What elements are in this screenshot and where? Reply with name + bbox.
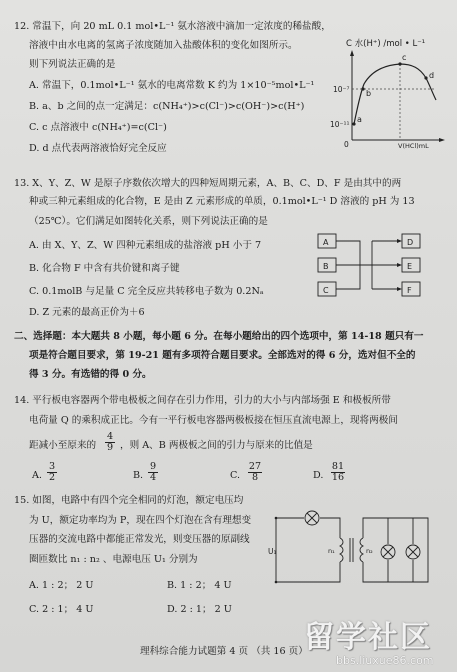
point-d: d xyxy=(429,71,435,80)
q12-option-c: C. c 点溶液中 c(NH₄⁺)=c(Cl⁻) xyxy=(29,122,167,133)
label-u1: U₁ xyxy=(268,547,277,556)
q14-option-d-frac xyxy=(330,462,346,483)
q12-line-2: 溶液中由水电离的氢离子浓度随加入盐酸体积的变化如图所示。 xyxy=(29,40,298,51)
watermark-url: bbs.liuxue86.com xyxy=(336,654,434,667)
q13-option-a: A. 由 X、Y、Z、W 四种元素组成的盐溶液 pH 小于 7 xyxy=(29,240,262,251)
box-b: B xyxy=(323,262,329,271)
section2-line-2: 项是符合题目要求，第 19-21 题有多项符合题目要求。全部选对的得 6 分，选对但不全的 xyxy=(29,350,416,361)
watermark-logo xyxy=(300,612,457,672)
page-footer: 理科综合能力试题第 4 页 （共 16 页） xyxy=(140,646,308,657)
label-n2: n₂ xyxy=(366,547,373,555)
q14-line-3a: 距减小至原来的 xyxy=(29,440,97,451)
q12-line-1: 12. 常温下，向 20 mL 0.1 mol•L⁻¹ 氨水溶液中滴加一定浓度的稀盐酸， xyxy=(14,21,331,32)
q15-circuit xyxy=(268,508,432,590)
q14-option-c-frac xyxy=(247,462,263,483)
point-a: a xyxy=(357,115,362,124)
q14-line-2: 电荷量 Q 的乘积成正比。今有一平行板电容器两极板接在恒压直流电源上，现将两极间 xyxy=(29,415,398,426)
q12-line-3: 则下列说法正确的是 xyxy=(29,59,116,70)
q14-line-3b: ，则 A、B 两极板之间的引力与原来的比值是 xyxy=(120,440,313,451)
q14-option-c-num: 27 xyxy=(248,461,262,472)
box-e: E xyxy=(407,262,413,271)
q13-line-3: （25℃）。它们满足如图转化关系，则下列说法正确的是 xyxy=(29,216,268,227)
q13-line-1: 13. X、Y、Z、W 是原子序数依次增大的四种短周期元素，A、B、C、D、F 是由其中的两 xyxy=(14,178,402,189)
q14-option-c-label: C. xyxy=(230,470,241,481)
q15-line-1: 15. 如图，电路中有四个完全相同的灯泡，额定电压均 xyxy=(14,495,244,506)
q14-option-d-den: 16 xyxy=(331,472,345,483)
q14-option-d-label: D. xyxy=(313,470,324,481)
graph-origin: 0 xyxy=(344,140,349,149)
point-c: c xyxy=(402,53,407,62)
box-c: C xyxy=(323,286,329,295)
q14-fraction xyxy=(104,432,116,453)
q12-option-a: A. 常温下，0.1mol•L⁻¹ 氨水的电离常数 K 约为 1×10⁻⁵mol•L⁻¹ xyxy=(29,80,315,91)
q14-line-1: 14. 平行板电容器两个带电极板之间存在引力作用，引力的大小与内部场强 E 和极板所带 xyxy=(14,395,391,406)
graph-tick-1e-11: 10⁻¹¹ xyxy=(330,120,350,129)
q14-fraction-den: 9 xyxy=(106,442,114,453)
q15-option-a: A. 1 : 2； 2 U xyxy=(29,580,94,591)
graph-y-label: C 水(H⁺) /mol • L⁻¹ xyxy=(346,39,426,49)
q13-option-c: C. 0.1molB 与足量 C 完全反应共转移电子数为 0.2Nₐ xyxy=(29,286,264,297)
q14-option-a-frac xyxy=(46,462,58,483)
graph-tick-1e-7: 10⁻⁷ xyxy=(333,85,350,94)
label-n1: n₁ xyxy=(328,547,335,555)
q14-option-b-frac xyxy=(147,462,159,483)
q14-option-d-num: 81 xyxy=(331,461,345,472)
q14-option-b-label: B. xyxy=(133,470,144,481)
q14-option-a-den: 2 xyxy=(48,472,56,483)
q14-fraction-num: 4 xyxy=(106,431,114,442)
q14-option-b-den: 4 xyxy=(149,472,157,483)
q13-option-d: D. Z 元素的最高正价为＋6 xyxy=(29,307,145,318)
q13-option-b: B. 化合物 F 中含有共价键和离子键 xyxy=(29,263,180,274)
q13-line-2: 种或三种元素组成的化合物，E 是由 Z 元素形成的单质，0.1mol•L⁻¹ D 溶液的 pH 为 13 xyxy=(29,196,415,207)
q15-option-d: D. 2 : 1； 2 U xyxy=(167,604,232,615)
watermark-text: 留学社区 xyxy=(304,620,432,655)
q15-line-4: 圈匝数比 n₁ : n₂ 、电源电压 U₁ 分别为 xyxy=(29,554,198,565)
q12-graph xyxy=(330,38,450,150)
box-a: A xyxy=(323,238,329,247)
q15-line-3: 压器的交流电路中都能正常发光，则变压器的原副线 xyxy=(29,534,250,545)
q15-option-c: C. 2 : 1； 4 U xyxy=(29,604,94,615)
q14-option-c-den: 8 xyxy=(248,472,262,483)
section2-line-3: 得 3 分。有选错的得 0 分。 xyxy=(29,369,152,380)
graph-x-label: V(HCl)mL xyxy=(398,142,429,150)
q14-option-b-num: 9 xyxy=(149,461,157,472)
point-b: b xyxy=(366,89,372,98)
q15-option-b: B. 1 : 2； 4 U xyxy=(167,580,232,591)
q14-option-a-num: 3 xyxy=(48,461,56,472)
q14-option-a-label: A. xyxy=(32,470,42,481)
q12-option-b: B. a、b 之间的点一定满足：c(NH₄⁺)>c(Cl⁻)>c(OH⁻)>c(H⁺) xyxy=(29,101,305,112)
q13-diagram xyxy=(314,230,434,300)
box-d: D xyxy=(407,238,414,247)
q15-line-2: 为 U，额定功率均为 P，现在四个灯泡在含有理想变 xyxy=(29,515,252,526)
box-f: F xyxy=(407,286,412,295)
section2-line-1: 二、选择题：本大题共 8 小题，每小题 6 分。在每小题给出的四个选项中，第 14-18 题只有一 xyxy=(14,331,424,342)
q12-option-d: D. d 点代表两溶液恰好完全反应 xyxy=(29,143,167,154)
